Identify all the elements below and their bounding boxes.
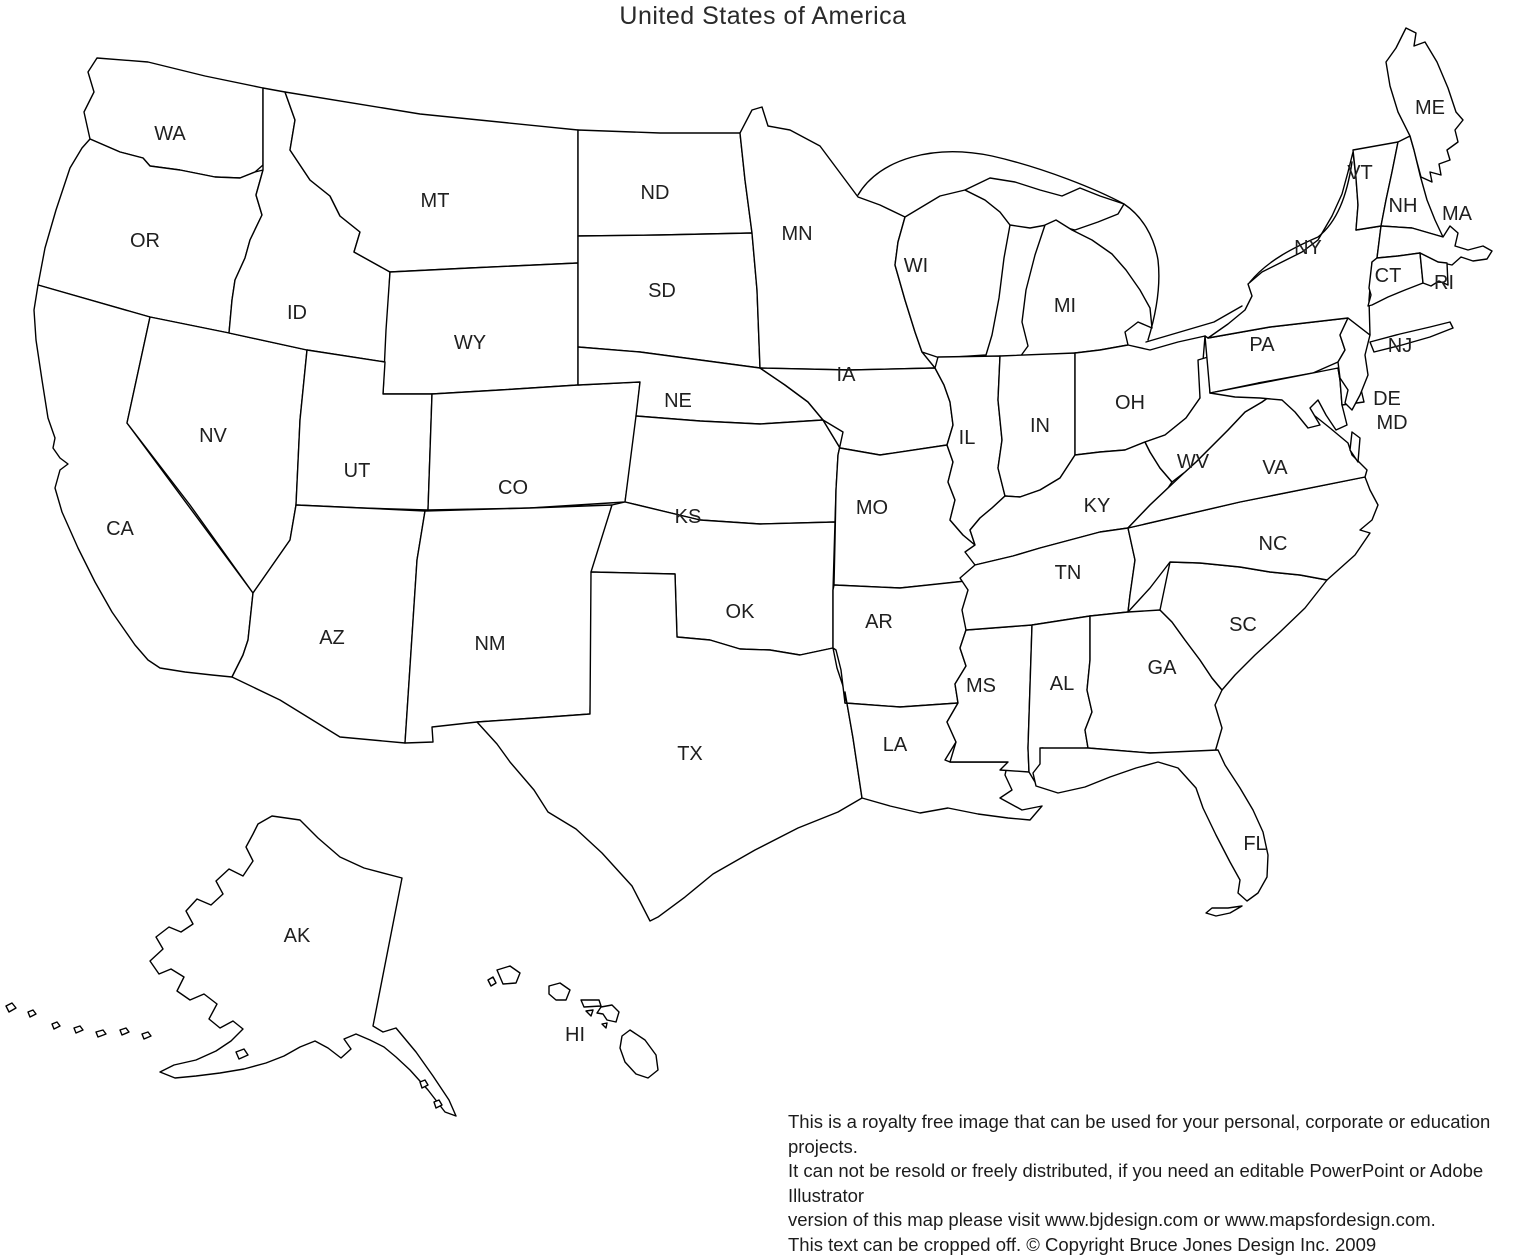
state-label-ar: AR [865,611,893,633]
state-label-ky: KY [1084,495,1111,517]
state-label-mo: MO [856,497,888,519]
state-label-ma: MA [1442,203,1473,225]
state-label-ne: NE [664,390,692,412]
state-label-va: VA [1262,457,1288,479]
state-ks [625,416,843,524]
state-label-ct: CT [1375,265,1402,287]
state-label-in: IN [1030,415,1050,437]
state-label-ms: MS [966,675,996,697]
state-label-md: MD [1376,412,1407,434]
state-label-nd: ND [641,182,670,204]
state-label-il: IL [959,427,976,449]
state-label-wy: WY [454,332,486,354]
state-label-fl: FL [1243,833,1266,855]
state-label-co: CO [498,477,528,499]
state-label-ok: OK [726,601,756,623]
state-label-me: ME [1415,97,1445,119]
state-label-vt: VT [1347,162,1373,184]
state-fl [1033,748,1268,901]
state-label-ga: GA [1148,657,1178,679]
state-ak [150,816,456,1116]
state-label-nv: NV [199,425,227,447]
state-label-nh: NH [1389,195,1418,217]
state-label-tn: TN [1055,562,1082,584]
state-label-sd: SD [648,280,676,302]
state-label-nj: NJ [1388,335,1412,357]
state-label-or: OR [130,230,160,252]
state-hi [488,966,658,1078]
state-label-mt: MT [421,190,450,212]
copyright-line-2: It can not be resold or freely distributed, if you need an editable PowerPoint or Adobe Illustrator [788,1159,1520,1208]
state-label-ri: RI [1434,272,1454,294]
state-co [428,382,640,510]
state-nm [405,505,612,743]
state-label-hi: HI [565,1024,585,1046]
state-label-mn: MN [781,223,812,245]
state-label-ak: AK [284,925,311,947]
state-label-mi: MI [1054,295,1076,317]
state-label-ks: KS [675,506,702,528]
state-label-nc: NC [1259,533,1288,555]
page-title: United States of America [0,2,1526,31]
copyright-line-3: version of this map please visit www.bjdesign.com or www.mapsfordesign.com. [788,1208,1520,1233]
state-label-pa: PA [1249,334,1275,356]
state-shapes [6,28,1492,1116]
state-label-ny: NY [1294,237,1322,259]
state-label-wv: WV [1177,451,1210,473]
copyright-note [788,1110,1520,1257]
state-label-oh: OH [1115,392,1145,414]
state-wy [383,263,578,394]
state-label-ca: CA [106,518,134,540]
state-fl-keys [1206,906,1242,916]
state-label-id: ID [287,302,307,324]
state-ms [947,625,1032,772]
state-label-de: DE [1373,388,1401,410]
state-label-ia: IA [837,364,857,386]
state-ar [833,580,975,707]
state-mi-lower [1020,220,1152,360]
state-label-ut: UT [344,460,371,482]
state-label-wa: WA [154,123,186,145]
state-label-la: LA [883,734,908,756]
state-label-sc: SC [1229,614,1257,636]
copyright-line-4: This text can be cropped off. © Copyright Bruce Jones Design Inc. 2009 [788,1233,1520,1257]
state-label-wi: WI [904,255,928,277]
state-label-nm: NM [474,633,505,655]
state-label-al: AL [1050,673,1074,695]
state-label-tx: TX [677,743,703,765]
state-label-az: AZ [319,627,345,649]
copyright-line-1: This is a royalty free image that can be used for your personal, corporate or education projects. [788,1110,1520,1159]
